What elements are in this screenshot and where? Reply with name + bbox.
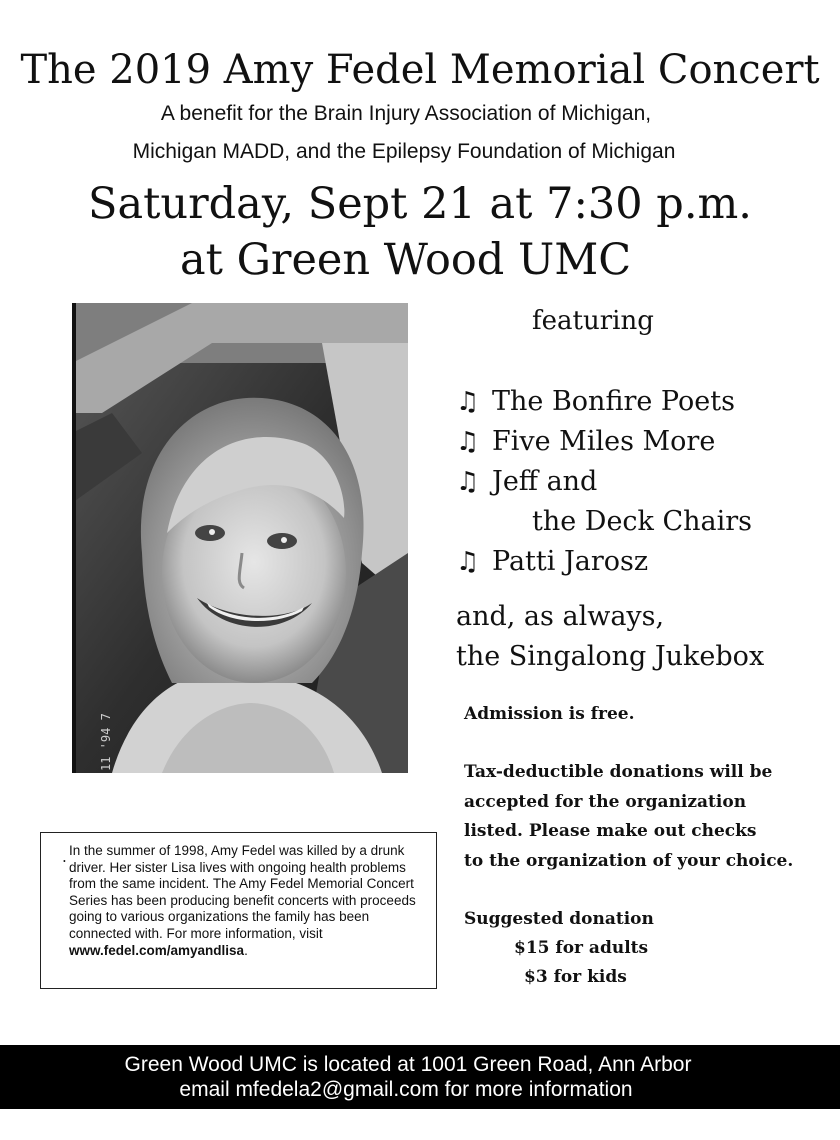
bullet-dot-icon: • [63,857,66,866]
event-date: Saturday, Sept 21 at 7:30 p.m. [88,179,752,229]
story-end: . [244,942,248,958]
admission-note: Admission is free. [464,704,635,724]
act-five-miles-more [456,424,715,460]
photo-date-stamp: 11 '94 7 [99,713,113,771]
event-venue: at Green Wood UMC [180,235,632,285]
act-name: The Bonfire Poets [492,386,735,417]
tax-line: Tax-deductible donations will be [464,762,773,782]
music-note-icon: ♫ [456,427,480,457]
closing-line-2: the Singalong Jukebox [456,641,765,672]
act-jeff-and-deck-chairs [456,464,597,500]
tax-line: to the organization of your choice. [464,850,794,871]
benefit-line-1: A benefit for the Brain Injury Association of Michigan, [160,102,652,125]
tax-deductible-note [464,758,793,876]
act-name-continued: the Deck Chairs [532,506,753,537]
tax-line: listed. Please make out checks [464,821,757,841]
footer-contact[interactable]: email mfedela2@gmail.com for more information [179,1078,633,1101]
featuring-heading: featuring [532,306,654,336]
closing-line-1: and, as always, [456,601,665,632]
act-name: Five Miles More [492,426,716,457]
music-note-icon: ♫ [456,467,480,497]
footer-bar [0,1045,840,1109]
music-note-icon: ♫ [456,387,480,417]
amy-portrait-photo [72,303,408,773]
story-box [40,832,437,989]
story-text [69,843,431,959]
music-note-icon: ♫ [456,547,480,577]
adult-donation: $15 for adults [514,938,649,958]
act-patti-jarosz [456,544,648,580]
story-body: In the summer of 1998, Amy Fedel was killed by a drunk driver. Her sister Lisa lives with ongoing health problems from the same incident. The Amy Fedel Memorial Concert Series has been producing benefit concerts with proceeds going to various organizations the family has been connected with. For more information, visit [69,843,416,941]
benefit-line-2: Michigan MADD, and the Epilepsy Foundation of Michigan [132,140,676,163]
footer-location: Green Wood UMC is located at 1001 Green Road, Ann Arbor [124,1053,692,1076]
act-bonfire-poets [456,384,735,420]
act-name: Jeff and [492,466,598,497]
act-name: Patti Jarosz [492,546,649,577]
suggested-donation-heading: Suggested donation [464,909,654,929]
story-link[interactable]: www.fedel.com/amyandlisa [69,942,245,958]
poster-title: The 2019 Amy Fedel Memorial Concert [20,47,820,93]
kids-donation: $3 for kids [524,967,627,987]
tax-line: accepted for the organization [464,791,747,812]
